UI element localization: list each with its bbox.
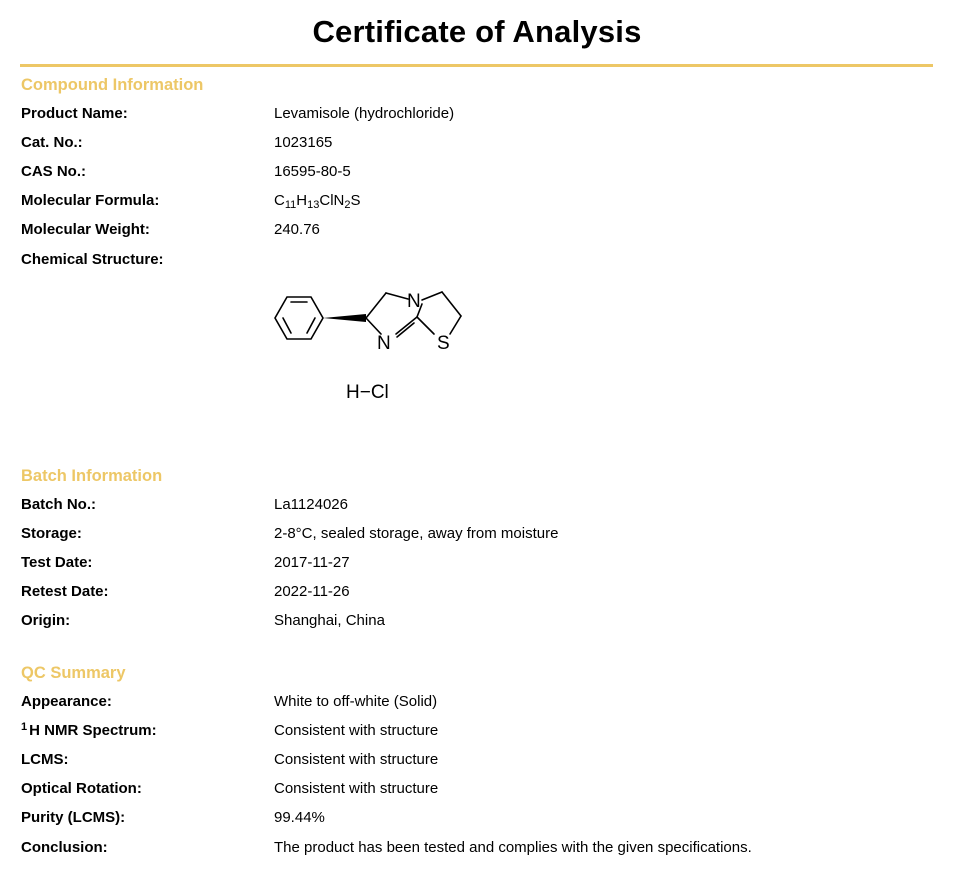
- cas-no-value: 16595-80-5: [274, 163, 351, 180]
- row-origin: [21, 612, 921, 634]
- row-purity: [21, 809, 921, 831]
- test-date-value: 2017-11-27: [274, 554, 350, 571]
- row-batch-no: [21, 496, 921, 518]
- row-lcms: [21, 751, 921, 773]
- retest-date-label: Retest Date:: [21, 583, 109, 600]
- product-name-value: Levamisole (hydrochloride): [274, 105, 455, 122]
- lcms-value: Consistent with structure: [274, 751, 439, 768]
- formula-part: C: [274, 192, 285, 209]
- row-appearance: [21, 693, 921, 715]
- row-conclusion: [21, 839, 921, 861]
- test-date-label: Test Date:: [21, 554, 93, 571]
- storage-label: Storage:: [21, 525, 82, 542]
- batch-no-value: La1124026: [274, 496, 348, 513]
- row-chemical-structure: [21, 251, 921, 273]
- optical-rotation-value: Consistent with structure: [274, 780, 439, 797]
- conclusion-value: The product has been tested and complies with the given specifications.: [274, 839, 752, 856]
- formula-part: S: [350, 192, 361, 209]
- optical-rotation-label: Optical Rotation:: [21, 780, 142, 797]
- row-molecular-formula: [21, 192, 921, 214]
- appearance-label: Appearance:: [21, 693, 112, 710]
- section-qc-summary: QC Summary: [21, 664, 126, 682]
- formula-subscript: 2: [344, 199, 351, 211]
- atom-n-bottom: N: [377, 333, 391, 354]
- appearance-value: White to off-white (Solid): [274, 693, 438, 710]
- row-cat-no: [21, 134, 921, 156]
- molecular-formula-label: Molecular Formula:: [21, 192, 160, 209]
- title-divider: [20, 64, 933, 67]
- batch-no-label: Batch No.:: [21, 496, 96, 513]
- page-title: Certificate of Analysis: [312, 14, 642, 49]
- lcms-label: LCMS:: [21, 751, 69, 768]
- section-compound-information: Compound Information: [21, 76, 204, 94]
- nmr-label: [21, 722, 157, 739]
- cat-no-value: 1023165: [274, 134, 333, 151]
- formula-part: ClN: [319, 192, 345, 209]
- purity-value: 99.44%: [274, 809, 325, 826]
- storage-value: 2-8°C, sealed storage, away from moisture: [274, 525, 559, 542]
- molecular-weight-label: Molecular Weight:: [21, 221, 150, 238]
- conclusion-label: Conclusion:: [21, 839, 108, 856]
- retest-date-value: 2022-11-26: [274, 583, 350, 600]
- chemical-structure-image: [270, 282, 480, 412]
- row-retest-date: [21, 583, 921, 605]
- row-test-date: [21, 554, 921, 576]
- formula-part: H: [296, 192, 308, 209]
- atom-s: S: [437, 333, 450, 354]
- purity-label: Purity (LCMS):: [21, 809, 126, 826]
- row-cas-no: [21, 163, 921, 185]
- hcl-label: H−Cl: [346, 382, 389, 403]
- cas-no-label: CAS No.:: [21, 163, 86, 180]
- molecular-weight-value: 240.76: [274, 221, 320, 238]
- row-product-name: [21, 105, 921, 127]
- wedge-bond: [323, 314, 366, 322]
- cat-no-label: Cat. No.:: [21, 134, 83, 151]
- nmr-label-text: H NMR Spectrum:: [29, 722, 157, 739]
- origin-label: Origin:: [21, 612, 71, 629]
- nmr-superscript: 1: [21, 721, 28, 733]
- formula-subscript: 11: [284, 199, 297, 211]
- chemical-structure-label: Chemical Structure:: [21, 251, 164, 268]
- formula-subscript: 13: [307, 199, 320, 211]
- row-optical-rotation: [21, 780, 921, 802]
- section-batch-information: Batch Information: [21, 467, 163, 485]
- origin-value: Shanghai, China: [274, 612, 385, 629]
- row-nmr: [21, 722, 921, 744]
- row-storage: [21, 525, 921, 547]
- row-molecular-weight: [21, 221, 921, 243]
- atom-n-top: N: [407, 291, 421, 312]
- nmr-value: Consistent with structure: [274, 722, 439, 739]
- product-name-label: Product Name:: [21, 105, 128, 122]
- molecular-formula-value: [274, 192, 361, 209]
